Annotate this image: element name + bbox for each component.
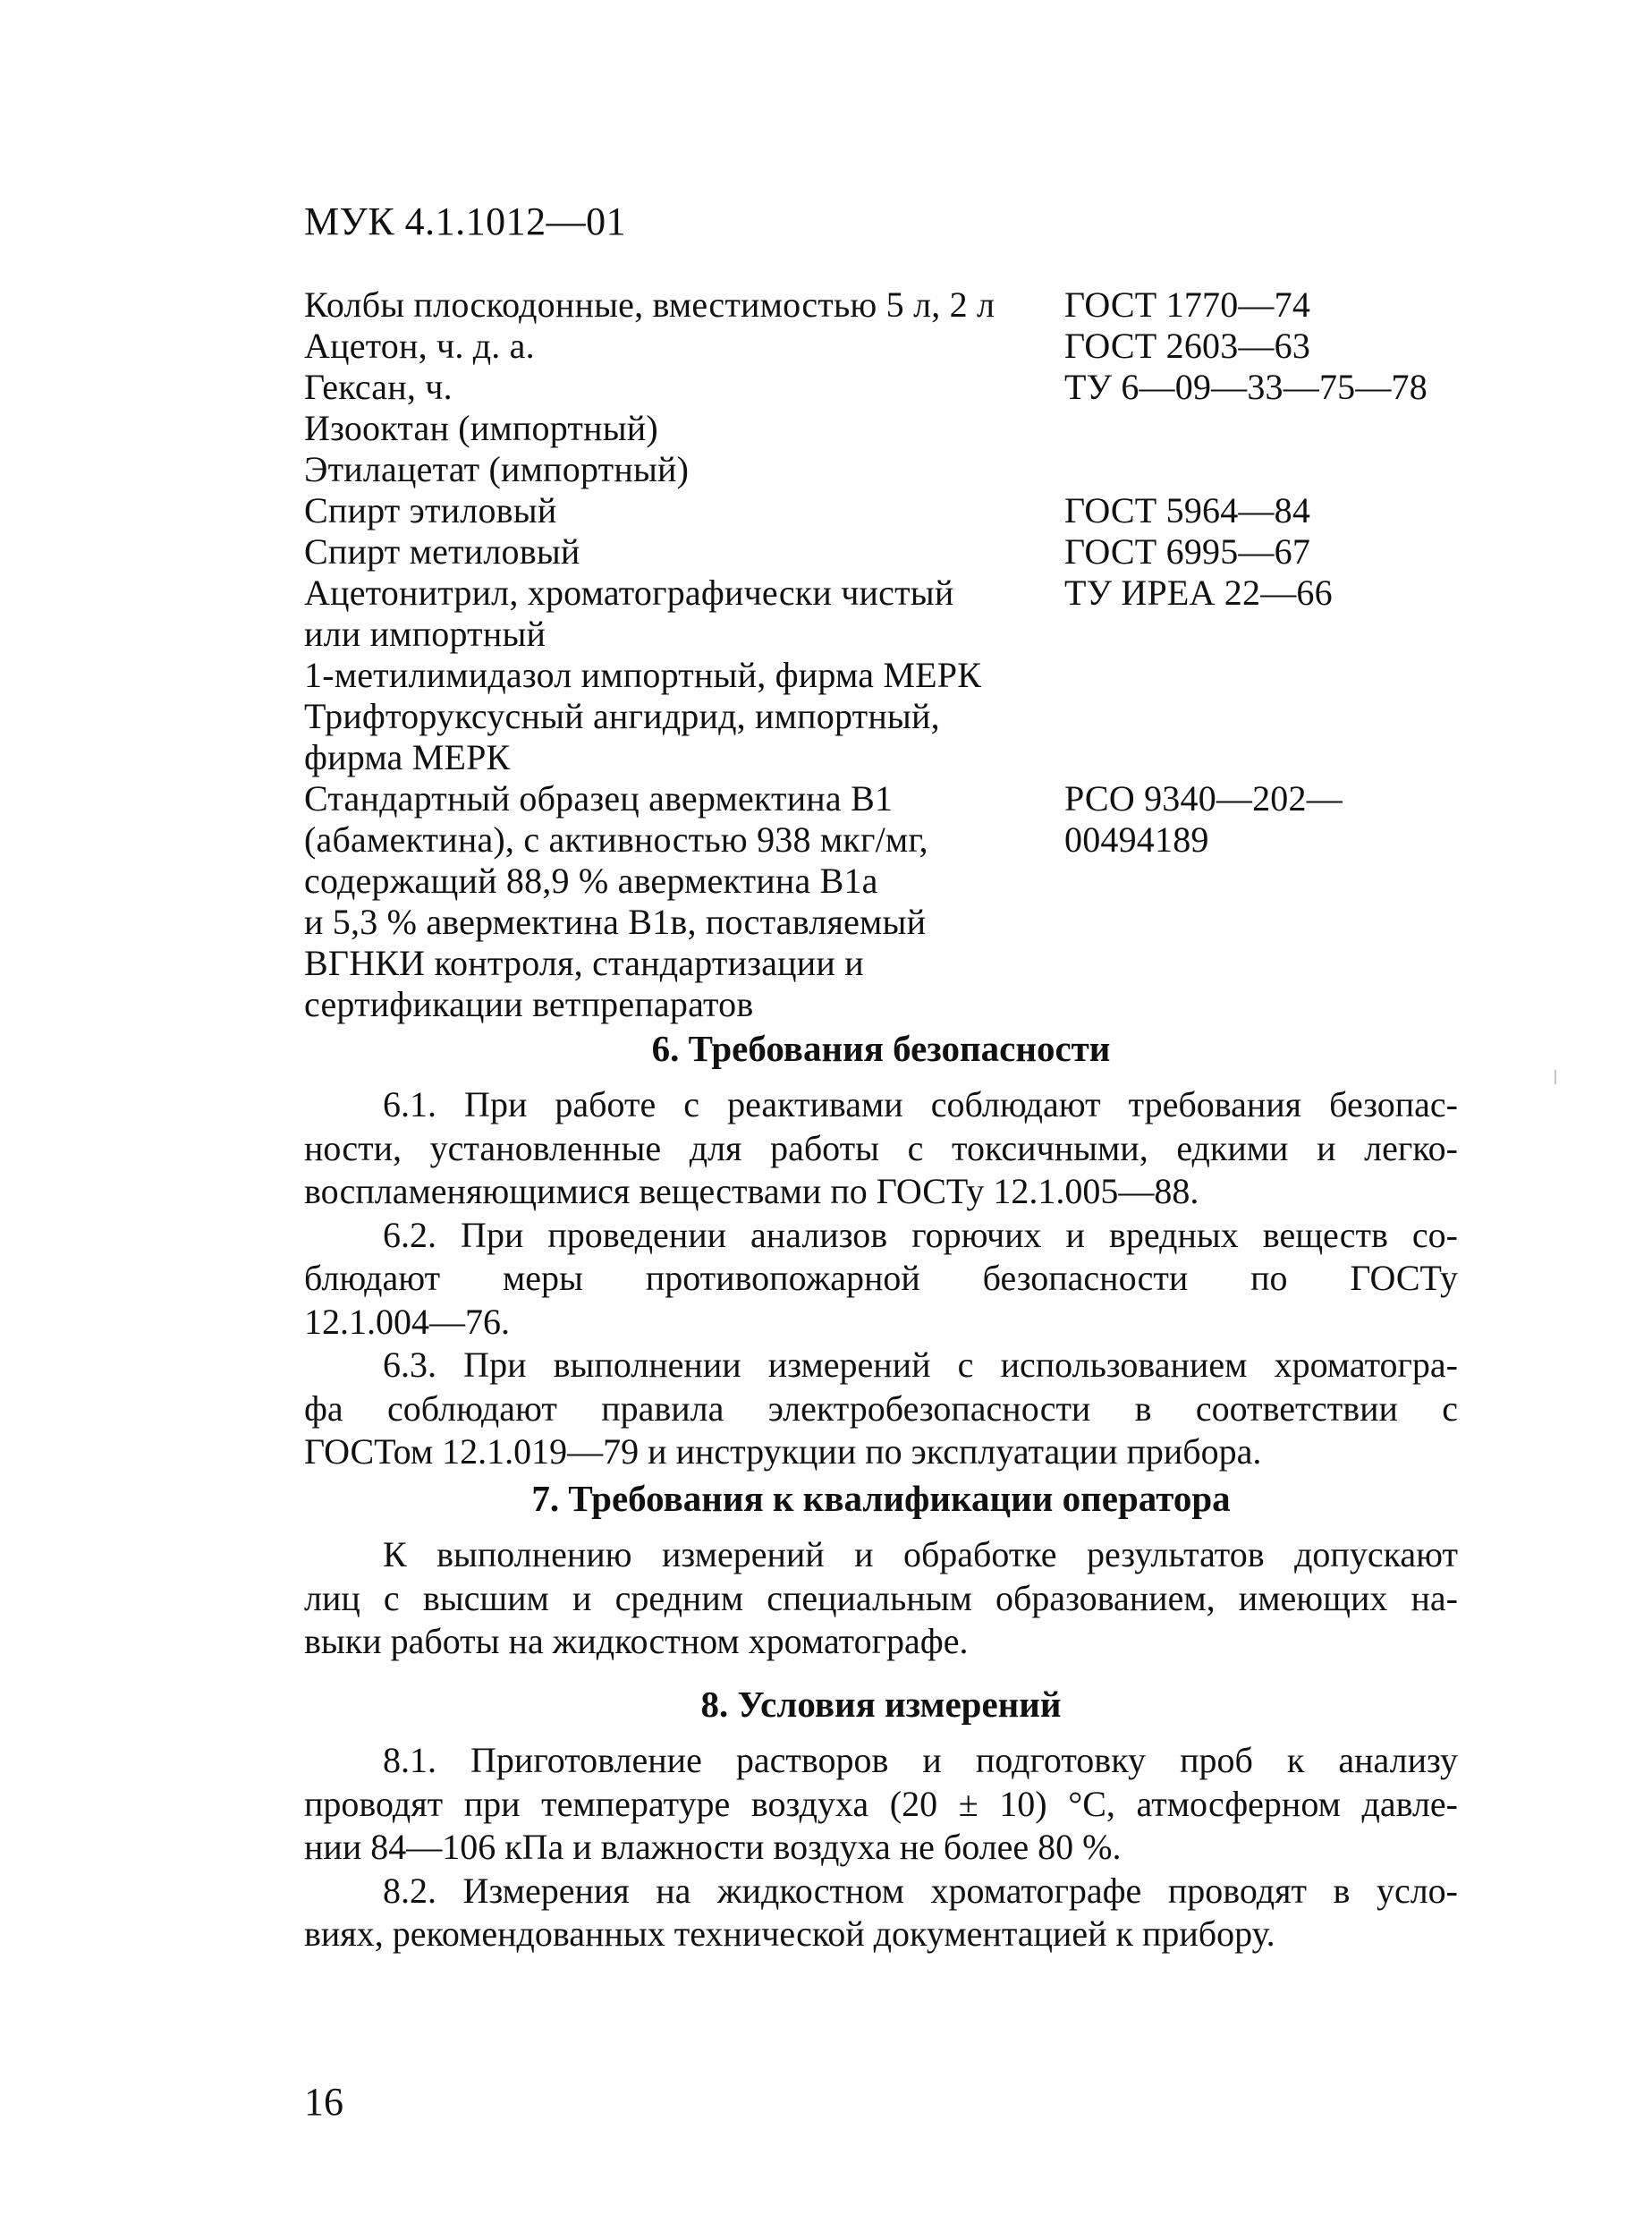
reagent-name: Гексан, ч. xyxy=(304,367,453,407)
paragraph-6-3: 6.3. При выполнении измерений с использованием хроматогра- фа соблюдают правила электробезопасности в соответствии с ГОСТом 12.1.019—79 и инструкции по эксплуатации прибора. xyxy=(304,1345,1458,1472)
reagent-standard: ГОСТ 6995—67 xyxy=(1064,531,1311,572)
reagent-standard: ГОСТ 5964—84 xyxy=(1064,490,1311,530)
reagent-row xyxy=(304,408,1458,449)
reagent-row xyxy=(304,655,1458,696)
document-code: МУК 4.1.1012—01 xyxy=(304,199,627,243)
scan-artifact xyxy=(1555,1070,1556,1084)
paragraph-8-1: 8.1. Приготовление растворов и подготовку проб к анализу проводят при температуре воздуха (20 ± 10) °С, атмосферном давле- нии 84—106 кПа и влажности воздуха не более 80 %. xyxy=(304,1740,1458,1867)
reagent-standard xyxy=(1055,696,1458,778)
reagent-standard xyxy=(1055,408,1458,449)
section-title: 7. Требования к квалификации оператора xyxy=(531,1478,1231,1519)
reagent-name: 1-метилимидазол импортный, фирма МЕРК xyxy=(304,655,982,695)
reagent-name: Трифторуксусный ангидрид, импортный, фирма МЕРК xyxy=(304,696,940,777)
reagent-standard xyxy=(1055,655,1458,696)
reagent-row xyxy=(304,367,1458,408)
reagent-standard: РСО 9340—202— 00494189 xyxy=(1064,778,1343,860)
reagent-row xyxy=(304,696,1458,778)
section-safety xyxy=(304,1026,1458,1474)
reagent-row xyxy=(304,284,1458,326)
reagent-standard: ГОСТ 1770—74 xyxy=(1064,284,1311,325)
reagent-name: Стандартный образец авермектина B1 (абамектина), с активностью 938 мкг/мг, содержащий 88,9 % авермектина B1a и 5,3 % авермектина B1в, поставляемый ВГНКИ контроля, стандартизации и сертификации ветпрепаратов xyxy=(304,778,928,1024)
reagent-standard xyxy=(1055,449,1458,490)
reagents-list xyxy=(304,284,1458,1025)
reagent-row xyxy=(304,531,1458,573)
reagent-name: Спирт этиловый xyxy=(304,490,557,530)
section-operator-qualification xyxy=(304,1476,1458,1664)
reagent-name: Ацетон, ч. д. а. xyxy=(304,326,535,366)
reagent-standard: ГОСТ 2603—63 xyxy=(1064,326,1311,366)
page-number: 16 xyxy=(304,2080,343,2124)
reagent-name: Этилацетат (импортный) xyxy=(304,449,690,489)
reagent-standard: ТУ 6—09—33—75—78 xyxy=(1064,367,1427,407)
paragraph-7: К выполнению измерений и обработке результатов допускают лиц с высшим и средним специальным образованием, имеющих на- выки работы на жидкостном хроматографе. xyxy=(304,1534,1458,1661)
reagent-name: Изооктан (импортный) xyxy=(304,408,658,448)
reagent-name: Спирт метиловый xyxy=(304,531,580,572)
reagent-row xyxy=(304,449,1458,490)
reagent-row xyxy=(304,326,1458,367)
reagent-standard: ТУ ИРЕА 22—66 xyxy=(1064,573,1333,613)
section-measurement-conditions xyxy=(304,1682,1458,1956)
reagent-name: Колбы плоскодонные, вместимостью 5 л, 2 л xyxy=(304,284,995,325)
paragraph-6-1: 6.1. При работе с реактивами соблюдают требования безопас- ности, установленные для работы с токсичными, едкими и легко- воспламеняющимися веществами по ГОСТу 12.1.005—88. xyxy=(304,1084,1458,1211)
reagent-row xyxy=(304,490,1458,531)
section-title: 6. Требования безопасности xyxy=(651,1028,1111,1069)
paragraph-6-2: 6.2. При проведении анализов горючих и вредных веществ со- блюдают меры противопожарной безопасности по ГОСТу 12.1.004—76. xyxy=(304,1214,1458,1342)
reagent-row xyxy=(304,573,1458,655)
section-title: 8. Условия измерений xyxy=(700,1684,1062,1725)
reagent-row xyxy=(304,778,1458,1025)
paragraph-8-2: 8.2. Измерения на жидкостном хроматографе проводят в усло- виях, рекомендованных технической документацией к прибору. xyxy=(304,1870,1458,1954)
reagent-name: Ацетонитрил, хроматографически чистый или импортный xyxy=(304,573,954,654)
